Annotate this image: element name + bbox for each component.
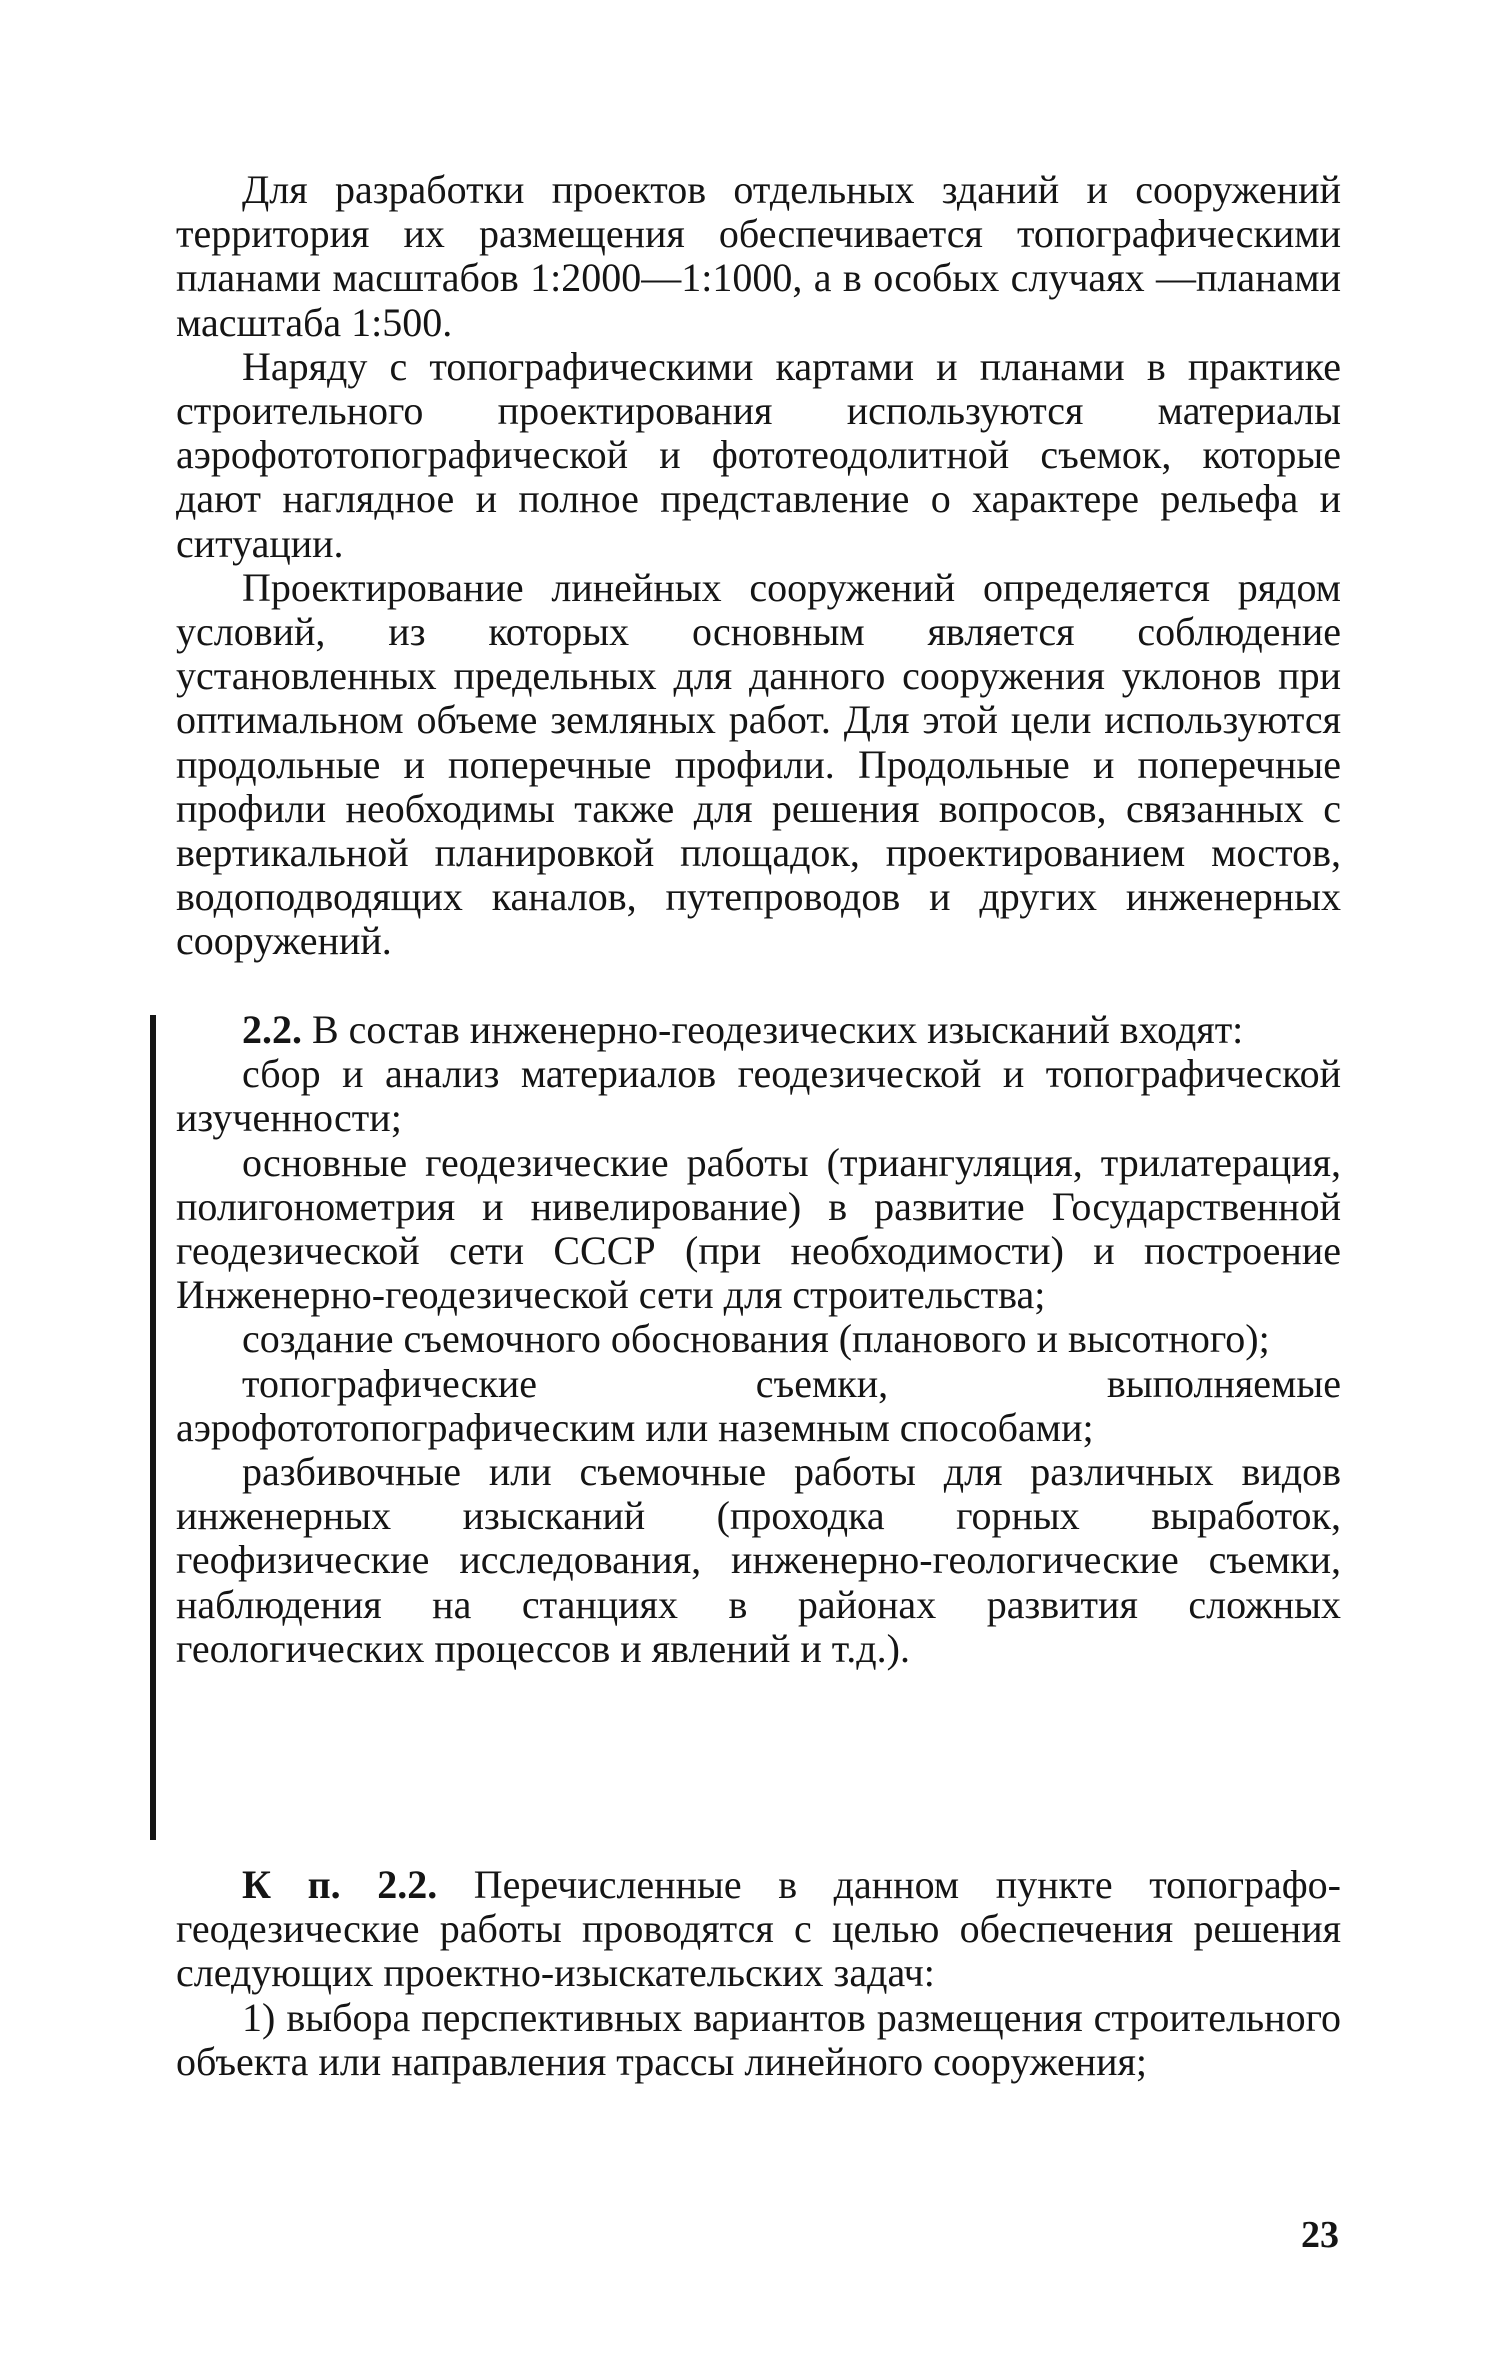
list-item: 1) выбора перспективных вариантов размещения строительного объекта или направления трассы линейного сооружения; <box>176 1994 1341 2084</box>
page-number: 23 <box>1301 2214 1339 2256</box>
list-item: сбор и анализ материалов геодезической и топографической изученности; <box>176 1051 1341 1141</box>
clause-lead-paragraph <box>176 1008 1341 1052</box>
list-item: основные геодезические работы (триангуляция, трилатерация, полигонометрия и нивелирование) в развитие Государственной геодезической сети СССР (при необходимости) и построение Инженерно-геодезической сети для строительства; <box>176 1139 1341 1318</box>
clause-number: 2.2. <box>242 1007 302 1052</box>
list-item: топографические съемки, выполняемые аэрофототопографическим или наземным способами; <box>176 1360 1341 1450</box>
commentary-paragraph <box>176 1863 1341 1996</box>
paragraph: Проектирование линейных сооружений определяется рядом условий, из которых основным является соблюдение установленных предельных для данного сооружения уклонов при оптимальном объеме земляных работ. Для этой цели используются продольные и поперечные профили. Продольные и поперечные профили необходимы также для решения вопросов, связанных с вертикальной планировкой площадок, проектированием мостов, водоподводящих каналов, путепроводов и других инженерных сооружений. <box>176 564 1341 964</box>
commentary-section <box>176 1863 1341 2084</box>
list-item: создание съемочного обоснования (планового и высотного); <box>242 1316 1270 1362</box>
paragraph: Наряду с топографическими картами и планами в практике строительного проектирования используются материалы аэрофототопографической и фототеодолитной съемок, которые дают наглядное и полное представление о характере рельефа и ситуации. <box>176 343 1341 566</box>
list-item: разбивочные или съемочные работы для различных видов инженерных изысканий (проходка горных выработок, геофизические исследования, инженерно-геологические съемки, наблюдения на станциях в районах развития сложных геологических процессов и явлений и т.д.). <box>176 1449 1341 1671</box>
paragraph: Для разработки проектов отдельных зданий и сооружений территория их размещения обеспечивается топографическими планами масштабов 1:2000—1:1000, а в особых случаях —планами масштаба 1:500. <box>176 167 1341 345</box>
change-marker-bar <box>150 1015 156 1840</box>
commentary-text: Перечисленные в данном пункте топографо-геодезические работы проводятся с целью обеспечения решения следующих проектно-изыскательских задач: <box>176 1862 1341 1996</box>
commentary-label: К п. 2.2. <box>242 1862 438 1907</box>
clause-lead: В состав инженерно-геодезических изысканий входят: <box>312 1007 1244 1052</box>
intro-section <box>176 168 1341 964</box>
clause-2-2 <box>176 1008 1341 1671</box>
